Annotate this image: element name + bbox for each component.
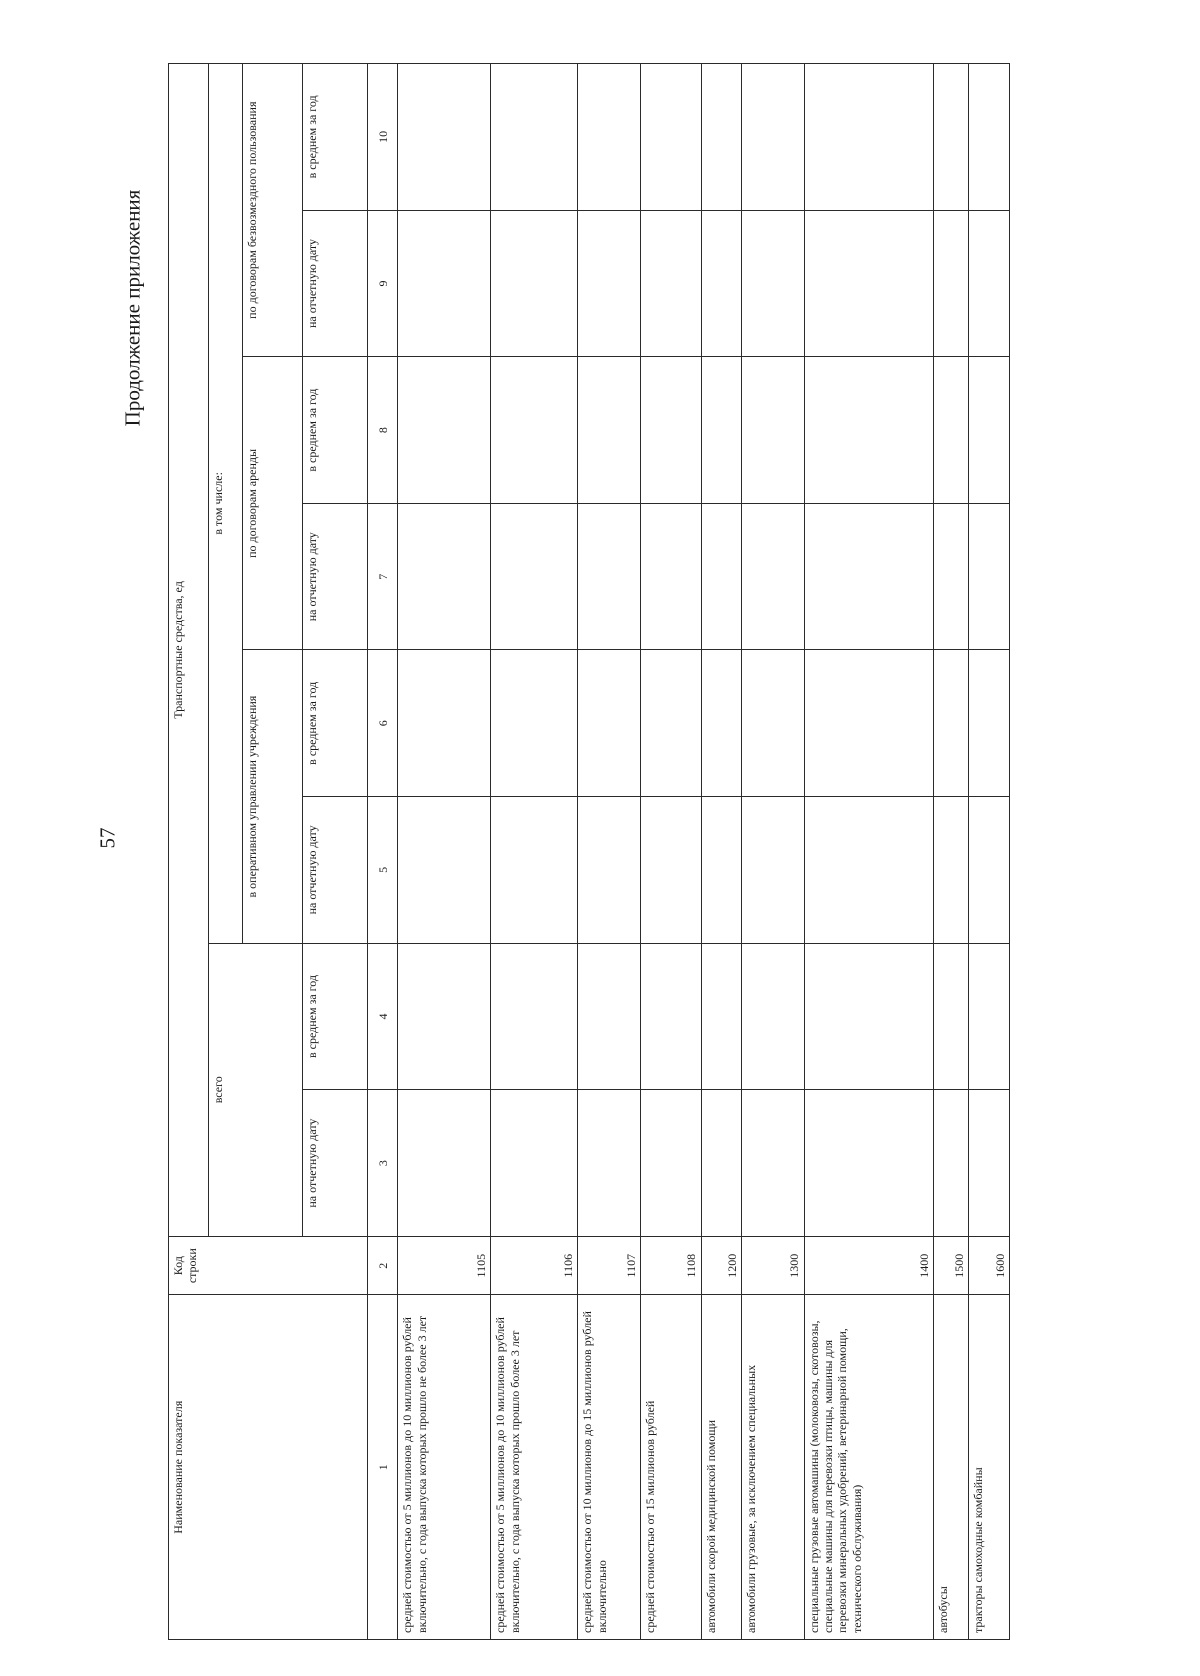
page-caption: Продолжение приложения [120, 189, 145, 427]
data-cell [934, 797, 969, 944]
data-cell [742, 650, 805, 797]
data-cell [969, 650, 1010, 797]
row-code: 1105 [398, 1236, 491, 1295]
data-cell [804, 943, 933, 1090]
header-lease: по договорам аренды [242, 357, 303, 650]
data-cell [969, 1090, 1010, 1237]
data-cell [701, 503, 741, 650]
header-operational: в оперативном управлении учреждения [242, 650, 303, 943]
data-cell [701, 210, 741, 357]
data-cell [398, 650, 491, 797]
data-cell [491, 943, 578, 1090]
data-cell [934, 503, 969, 650]
column-number: 1 [368, 1295, 398, 1640]
data-cell [742, 64, 805, 211]
table-row [969, 64, 1010, 1640]
data-cell [398, 357, 491, 504]
row-name: средней стоимостью от 15 миллионов рублей [640, 1295, 701, 1640]
data-cell [701, 64, 741, 211]
column-number: 7 [368, 503, 398, 650]
column-number: 8 [368, 357, 398, 504]
header-row-code: Код строки [169, 1236, 368, 1295]
data-cell [640, 210, 701, 357]
header-free-use-avg-year: в среднем за год [303, 64, 368, 211]
row-code: 1600 [969, 1236, 1010, 1295]
data-cell [398, 210, 491, 357]
transport-table [168, 63, 1010, 1640]
row-name: средней стоимостью от 5 миллионов до 10 миллионов рублей включительно, с года выпуска которых прошло не более 3 лет [398, 1295, 491, 1640]
data-cell [578, 797, 641, 944]
data-cell [969, 210, 1010, 357]
data-cell [934, 210, 969, 357]
data-cell [934, 943, 969, 1090]
row-code: 1106 [491, 1236, 578, 1295]
row-code: 1500 [934, 1236, 969, 1295]
data-cell [742, 797, 805, 944]
column-number: 2 [368, 1236, 398, 1295]
header-operational-avg-year: в среднем за год [303, 650, 368, 797]
table-row [804, 64, 933, 1640]
data-cell [934, 650, 969, 797]
table-row [398, 64, 491, 1640]
row-code: 1108 [640, 1236, 701, 1295]
table-row [701, 64, 741, 1640]
header-including: в том числе: [209, 64, 242, 944]
rotated-table-container [168, 63, 1010, 1640]
data-cell [969, 357, 1010, 504]
data-cell [398, 503, 491, 650]
page-number: 57 [95, 827, 120, 849]
row-name: средней стоимостью от 5 миллионов до 10 миллионов рублей включительно, с года выпуска которых прошло более 3 лет [491, 1295, 578, 1640]
data-cell [640, 943, 701, 1090]
row-name: специальные грузовые автомашины (молоковозы, скотовозы, специальные машины для перевозки птицы, машины для перевозки минеральных удобрений, ветеринарной помощи, технического обслуживания) [804, 1295, 933, 1640]
table-row [934, 64, 969, 1640]
data-cell [491, 357, 578, 504]
data-cell [804, 210, 933, 357]
column-number: 9 [368, 210, 398, 357]
data-cell [578, 503, 641, 650]
header-total: всего [209, 943, 303, 1236]
header-total-on-date: на отчетную дату [303, 1090, 368, 1237]
column-number-row [368, 64, 398, 1640]
data-cell [934, 64, 969, 211]
data-cell [742, 943, 805, 1090]
table-row [578, 64, 641, 1640]
data-cell [491, 1090, 578, 1237]
data-cell [578, 943, 641, 1090]
data-cell [578, 357, 641, 504]
row-code: 1300 [742, 1236, 805, 1295]
data-cell [934, 1090, 969, 1237]
data-cell [804, 797, 933, 944]
data-cell [398, 64, 491, 211]
data-cell [969, 797, 1010, 944]
table-row [742, 64, 805, 1640]
data-cell [578, 1090, 641, 1237]
data-cell [742, 503, 805, 650]
data-cell [640, 64, 701, 211]
table-row [640, 64, 701, 1640]
row-code: 1400 [804, 1236, 933, 1295]
data-cell [742, 210, 805, 357]
data-cell [578, 650, 641, 797]
data-cell [969, 503, 1010, 650]
data-cell [578, 64, 641, 211]
header-lease-avg-year: в среднем за год [303, 357, 368, 504]
data-cell [701, 650, 741, 797]
column-number: 6 [368, 650, 398, 797]
data-cell [640, 1090, 701, 1237]
data-cell [969, 943, 1010, 1090]
data-cell [701, 943, 741, 1090]
row-name: средней стоимостью от 10 миллионов до 15 миллионов рублей включительно [578, 1295, 641, 1640]
header-indicator-name: Наименование показателя [169, 1295, 368, 1640]
row-code: 1200 [701, 1236, 741, 1295]
header-total-avg-year: в среднем за год [303, 943, 368, 1090]
data-cell [804, 650, 933, 797]
data-cell [491, 797, 578, 944]
header-operational-on-date: на отчетную дату [303, 797, 368, 944]
table-row [491, 64, 578, 1640]
data-cell [640, 650, 701, 797]
column-number: 4 [368, 943, 398, 1090]
data-cell [804, 503, 933, 650]
data-cell [491, 210, 578, 357]
data-cell [701, 1090, 741, 1237]
row-name: автобусы [934, 1295, 969, 1640]
data-cell [969, 64, 1010, 211]
data-cell [804, 1090, 933, 1237]
row-name: автомобили скорой медицинской помощи [701, 1295, 741, 1640]
data-cell [398, 943, 491, 1090]
header-lease-on-date: на отчетную дату [303, 503, 368, 650]
header-free-use-on-date: на отчетную дату [303, 210, 368, 357]
column-number: 3 [368, 1090, 398, 1237]
row-name: тракторы самоходные комбайны [969, 1295, 1010, 1640]
data-cell [491, 503, 578, 650]
column-number: 5 [368, 797, 398, 944]
data-cell [398, 1090, 491, 1237]
data-cell [804, 64, 933, 211]
column-number: 10 [368, 64, 398, 211]
data-cell [742, 357, 805, 504]
data-cell [804, 357, 933, 504]
data-cell [491, 650, 578, 797]
data-cell [934, 357, 969, 504]
row-code: 1107 [578, 1236, 641, 1295]
data-cell [742, 1090, 805, 1237]
data-cell [701, 357, 741, 504]
data-cell [640, 797, 701, 944]
data-cell [640, 357, 701, 504]
header-transport-group: Транспортные средства, ед [169, 64, 209, 1237]
data-cell [491, 64, 578, 211]
data-cell [578, 210, 641, 357]
data-cell [701, 797, 741, 944]
data-cell [398, 797, 491, 944]
row-name: автомобили грузовые, за исключением специальных [742, 1295, 805, 1640]
data-cell [640, 503, 701, 650]
header-free-use: по договорам безвозмездного пользования [242, 64, 303, 357]
